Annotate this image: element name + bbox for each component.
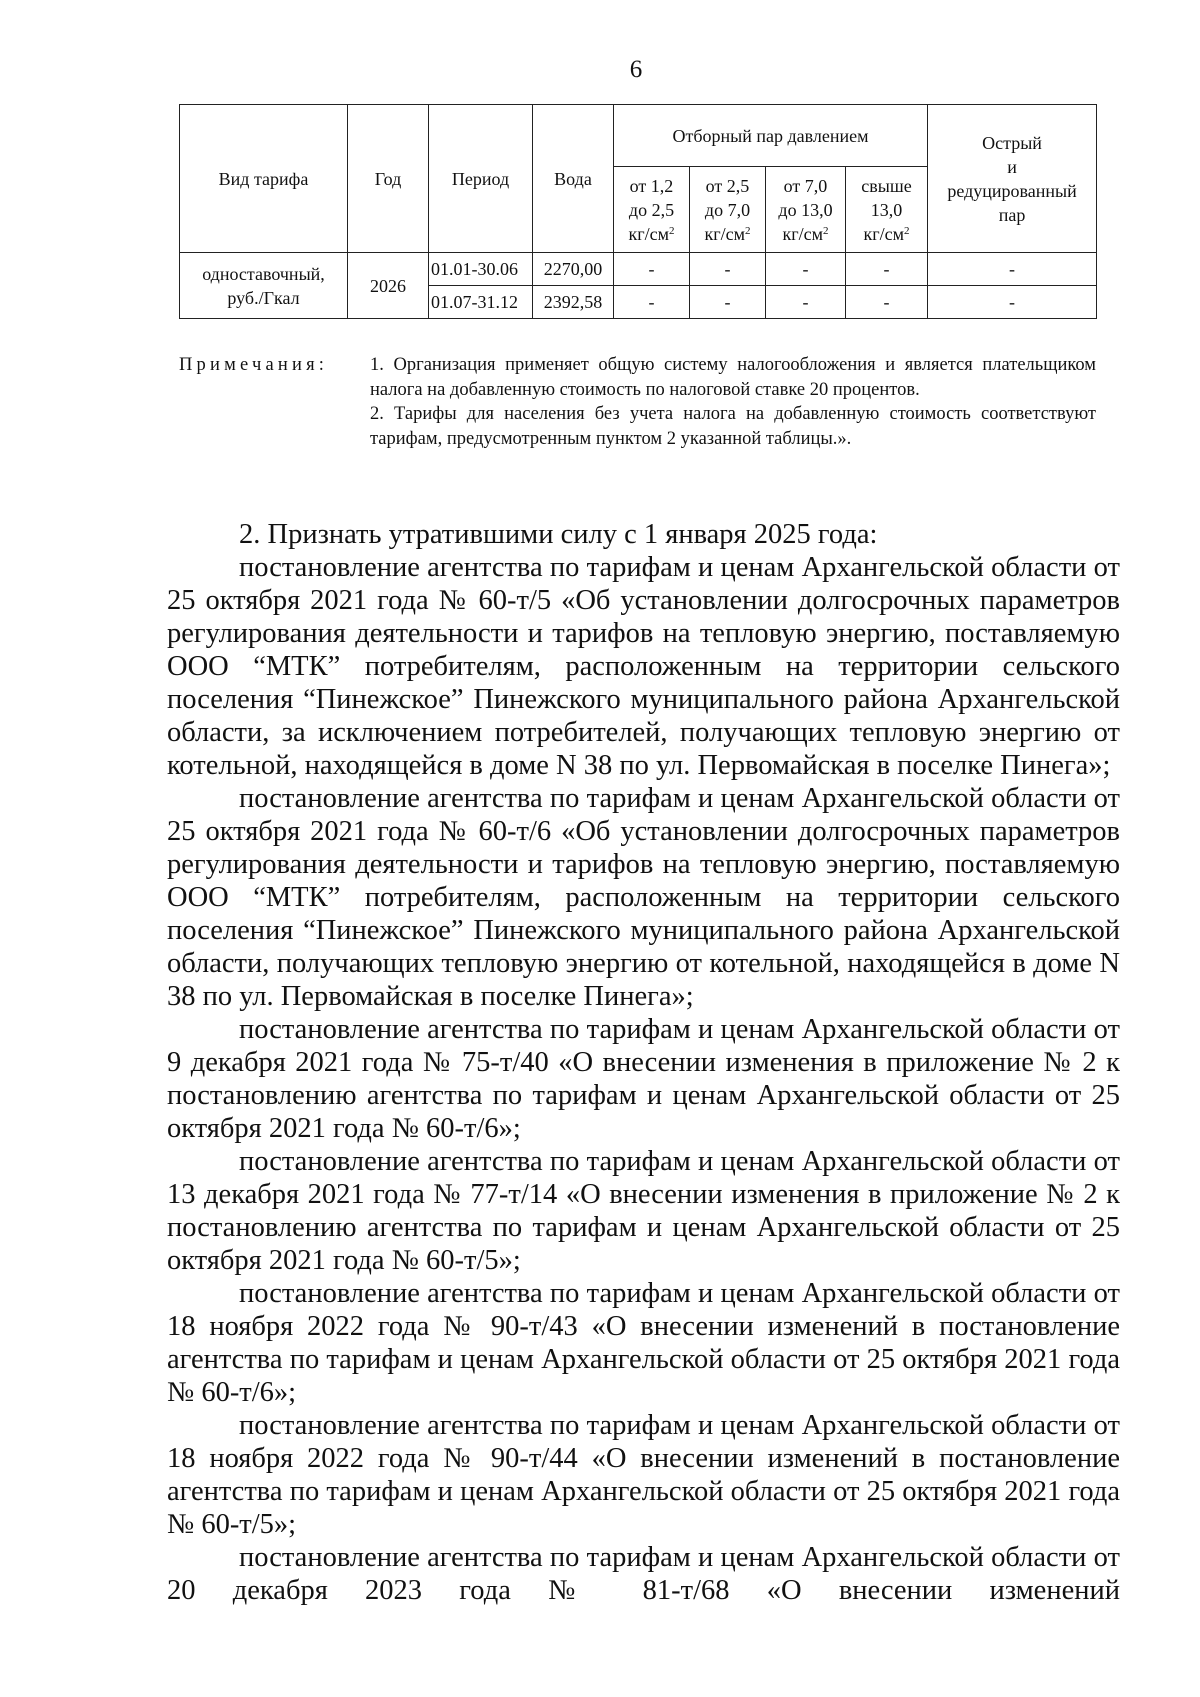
- cell-water: 2270,00: [533, 253, 614, 286]
- paragraph-heading: 2. Признать утратившими силу с 1 января 2025 года:: [239, 519, 878, 550]
- cell-period: 01.07-31.12: [429, 286, 533, 319]
- paragraph: постановление агентства по тарифам и ценам Архангельской области от 20 декабря 2023 года № 81-т/68 «О внесении изменений: [167, 1542, 1120, 1606]
- header-tariff-type: Вид тарифа: [180, 105, 348, 253]
- cell-range-4: -: [846, 253, 928, 286]
- page-number: 6: [629, 56, 643, 83]
- note-2: 2. Тарифы для населения без учета налога на добавленную стоимость соответствуют тарифам, предусмотренным пунктом 2 указанной таблицы.».: [370, 404, 1096, 449]
- cell-range-1: -: [614, 253, 690, 286]
- cell-water: 2392,58: [533, 286, 614, 319]
- row-year: 2026: [348, 253, 429, 319]
- header-year: Год: [348, 105, 429, 253]
- paragraph: постановление агентства по тарифам и ценам Архангельской области от 18 ноября 2022 года № 90-т/43 «О внесении изменений в постановление агентства по тарифам и ценам Архангельской области от 25 октября 2021 года № 60-т/6»;: [167, 1278, 1120, 1408]
- header-extraction-steam: Отборный пар давлением: [614, 105, 928, 167]
- cell-range-1: -: [614, 286, 690, 319]
- cell-sharp-steam: -: [928, 286, 1097, 319]
- paragraph: постановление агентства по тарифам и ценам Архангельской области от 13 декабря 2021 года № 77-т/14 «О внесении изменения в приложение № 2 к постановлению агентства по тарифам и ценам Архангельской области от 25 октября 2021 года № 60-т/5»;: [167, 1146, 1120, 1276]
- table-row: [180, 253, 1097, 286]
- row-label: одноставочный, руб./Гкал: [180, 253, 348, 319]
- header-period: Период: [429, 105, 533, 253]
- cell-range-2: -: [690, 286, 766, 319]
- cell-sharp-steam: -: [928, 253, 1097, 286]
- header-pressure-range-3: от 7,0 до 13,0 $кг/см^2$: [766, 167, 846, 253]
- header-pressure-range-4: свыше 13,0 $кг/см^2$: [846, 167, 928, 253]
- notes-label: Примечания:: [179, 355, 329, 375]
- header-sharp-steam: Острый и редуцированный пар: [928, 105, 1097, 253]
- paragraph: постановление агентства по тарифам и ценам Архангельской области от 18 ноября 2022 года № 90-т/44 «О внесении изменений в постановление агентства по тарифам и ценам Архангельской области от 25 октября 2021 года № 60-т/5»;: [167, 1410, 1120, 1540]
- notes: [179, 353, 1096, 451]
- cell-range-4: -: [846, 286, 928, 319]
- note-1: 1. Организация применяет общую систему налогообложения и является плательщиком налога на добавленную стоимость по налоговой ставке 20 процентов.: [370, 355, 1096, 400]
- paragraph: постановление агентства по тарифам и ценам Архангельской области от 9 декабря 2021 года № 75-т/40 «О внесении изменения в приложение № 2 к постановлению агентства по тарифам и ценам Архангельской области от 25 октября 2021 года № 60-т/6»;: [167, 1014, 1120, 1144]
- header-pressure-range-2: от 2,5 до 7,0 $кг/см^2$: [690, 167, 766, 253]
- cell-range-3: -: [766, 253, 846, 286]
- header-water: Вода: [533, 105, 614, 253]
- cell-range-3: -: [766, 286, 846, 319]
- cell-range-2: -: [690, 253, 766, 286]
- tariff-table: [179, 104, 1097, 319]
- cell-period: 01.01-30.06: [429, 253, 533, 286]
- header-pressure-range-1: от 1,2 до 2,5 $кг/см^2$: [614, 167, 690, 253]
- paragraph: постановление агентства по тарифам и ценам Архангельской области от 25 октября 2021 года № 60-т/5 «Об установлении долгосрочных параметров регулирования деятельности и тарифов на тепловую энергию, поставляемую ООО “МТК” потребителям, расположенным на территории сельского поселения “Пинежское” Пинежского муниципального района Архангельской области, за исключением потребителей, получающих тепловую энергию от котельной, находящейся в доме N 38 по ул. Первомайская в поселке Пинега»;: [167, 552, 1120, 781]
- body-text: [167, 518, 1120, 1607]
- paragraph: постановление агентства по тарифам и ценам Архангельской области от 25 октября 2021 года № 60-т/6 «Об установлении долгосрочных параметров регулирования деятельности и тарифов на тепловую энергию, поставляемую ООО “МТК” потребителям, расположенным на территории сельского поселения “Пинежское” Пинежского муниципального района Архангельской области, получающих тепловую энергию от котельной, находящейся в доме N 38 по ул. Первомайская в поселке Пинега»;: [167, 783, 1120, 1012]
